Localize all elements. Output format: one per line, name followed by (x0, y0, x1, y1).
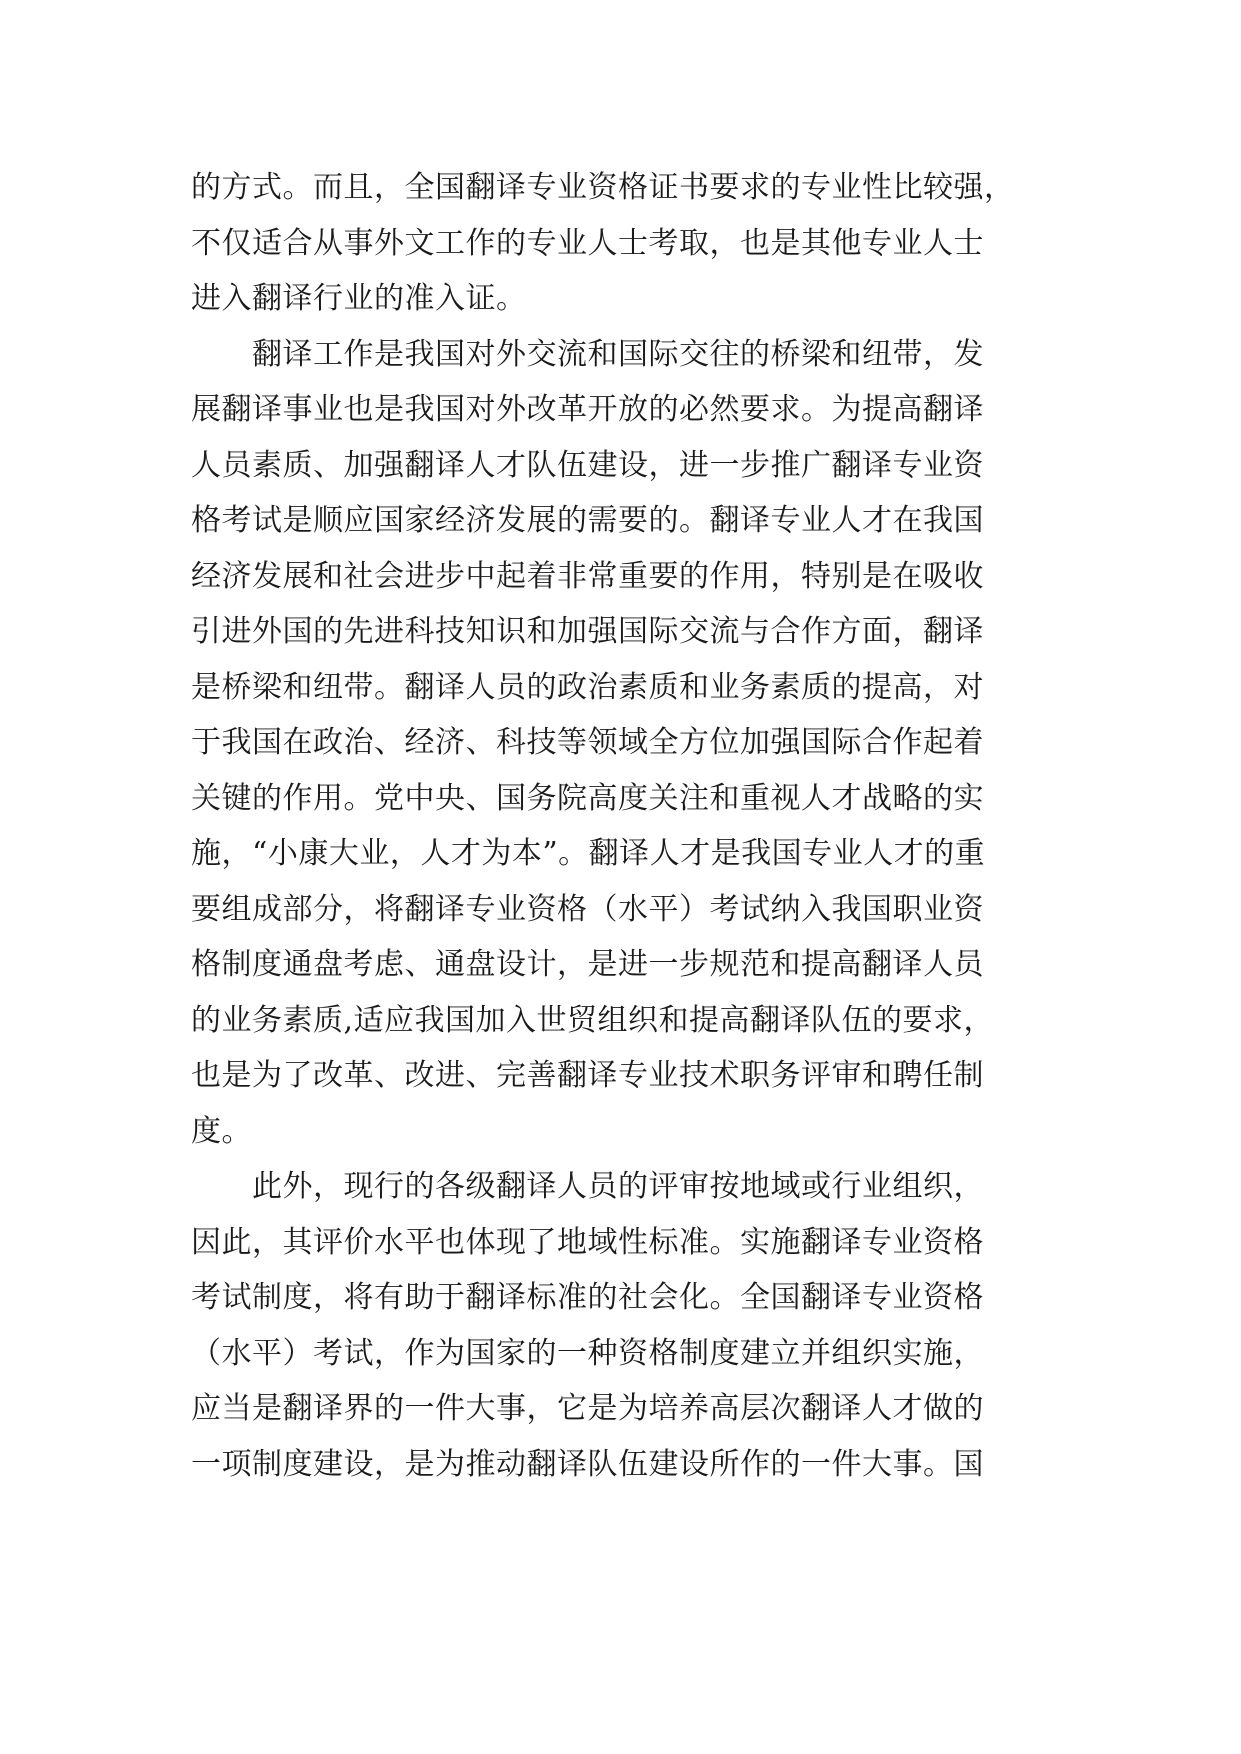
paragraph-3-line-4: （水平）考试，作为国家的一种资格制度建立并组织实施， (191, 1335, 984, 1371)
paragraph-2-line-5: 经济发展和社会进步中起着非常重要的作用，特别是在吸收 (191, 558, 984, 594)
paragraph-2-line-11: 要组成部分，将翻译专业资格（水平）考试纳入我国职业资 (191, 891, 984, 927)
paragraph-2-line-10: 施，“小康大业，人才为本”。翻译人才是我国专业人才的重 (191, 836, 986, 871)
paragraph-3-line-3: 考试制度，将有助于翻译标准的社会化。全国翻译专业资格 (191, 1280, 984, 1315)
body-text (191, 160, 1051, 1492)
paragraph-2-line-13: 的业务素质,适应我国加入世贸组织和提高翻译队伍的要求， (191, 1002, 995, 1038)
paragraph-1-line-2: 不仅适合从事外文工作的专业人士考取，也是其他专业人士 (191, 225, 984, 261)
paragraph-2-line-9: 关键的作用。党中央、国务院高度关注和重视人才战略的实 (191, 780, 984, 816)
paragraph-2-line-12: 格制度通盘考虑、通盘设计，是进一步规范和提高翻译人员 (191, 947, 984, 982)
paragraph-2-line-3: 人员素质、加强翻译人才队伍建设，进一步推广翻译专业资 (191, 447, 984, 483)
paragraph-2-line-2: 展翻译事业也是我国对外改革开放的必然要求。为提高翻译 (191, 392, 984, 427)
paragraph-3-line-5: 应当是翻译界的一件大事，它是为培养高层次翻译人才做的 (191, 1391, 984, 1426)
paragraph-2-line-1: 翻译工作是我国对外交流和国际交往的桥梁和纽带，发 (191, 336, 984, 372)
paragraph-1-line-1: 的方式。而且，全国翻译专业资格证书要求的专业性比较强， (191, 170, 1015, 205)
paragraph-3-line-6: 一项制度建设，是为推动翻译队伍建设所作的一件大事。国 (191, 1446, 984, 1482)
paragraph-1-line-3: 进入翻译行业的准入证。 (191, 281, 527, 316)
paragraph-3-line-2: 因此，其评价水平也体现了地域性标准。实施翻译专业资格 (191, 1224, 984, 1260)
paragraph-2-line-6: 引进外国的先进科技知识和加强国际交流与合作方面，翻译 (191, 614, 984, 649)
paragraph-2-line-15: 度。 (191, 1113, 252, 1149)
paragraph-2-line-4: 格考试是顺应国家经济发展的需要的。翻译专业人才在我国 (191, 503, 984, 538)
paragraph-2-line-14: 也是为了改革、改进、完善翻译专业技术职务评审和聘任制 (191, 1058, 984, 1093)
paragraph-2-line-7: 是桥梁和纽带。翻译人员的政治素质和业务素质的提高，对 (191, 669, 984, 705)
paragraph-2-line-8: 于我国在政治、经济、科技等领域全方位加强国际合作起着 (191, 725, 984, 760)
paragraph-3-line-1: 此外，现行的各级翻译人员的评审按地域或行业组织， (191, 1169, 984, 1204)
